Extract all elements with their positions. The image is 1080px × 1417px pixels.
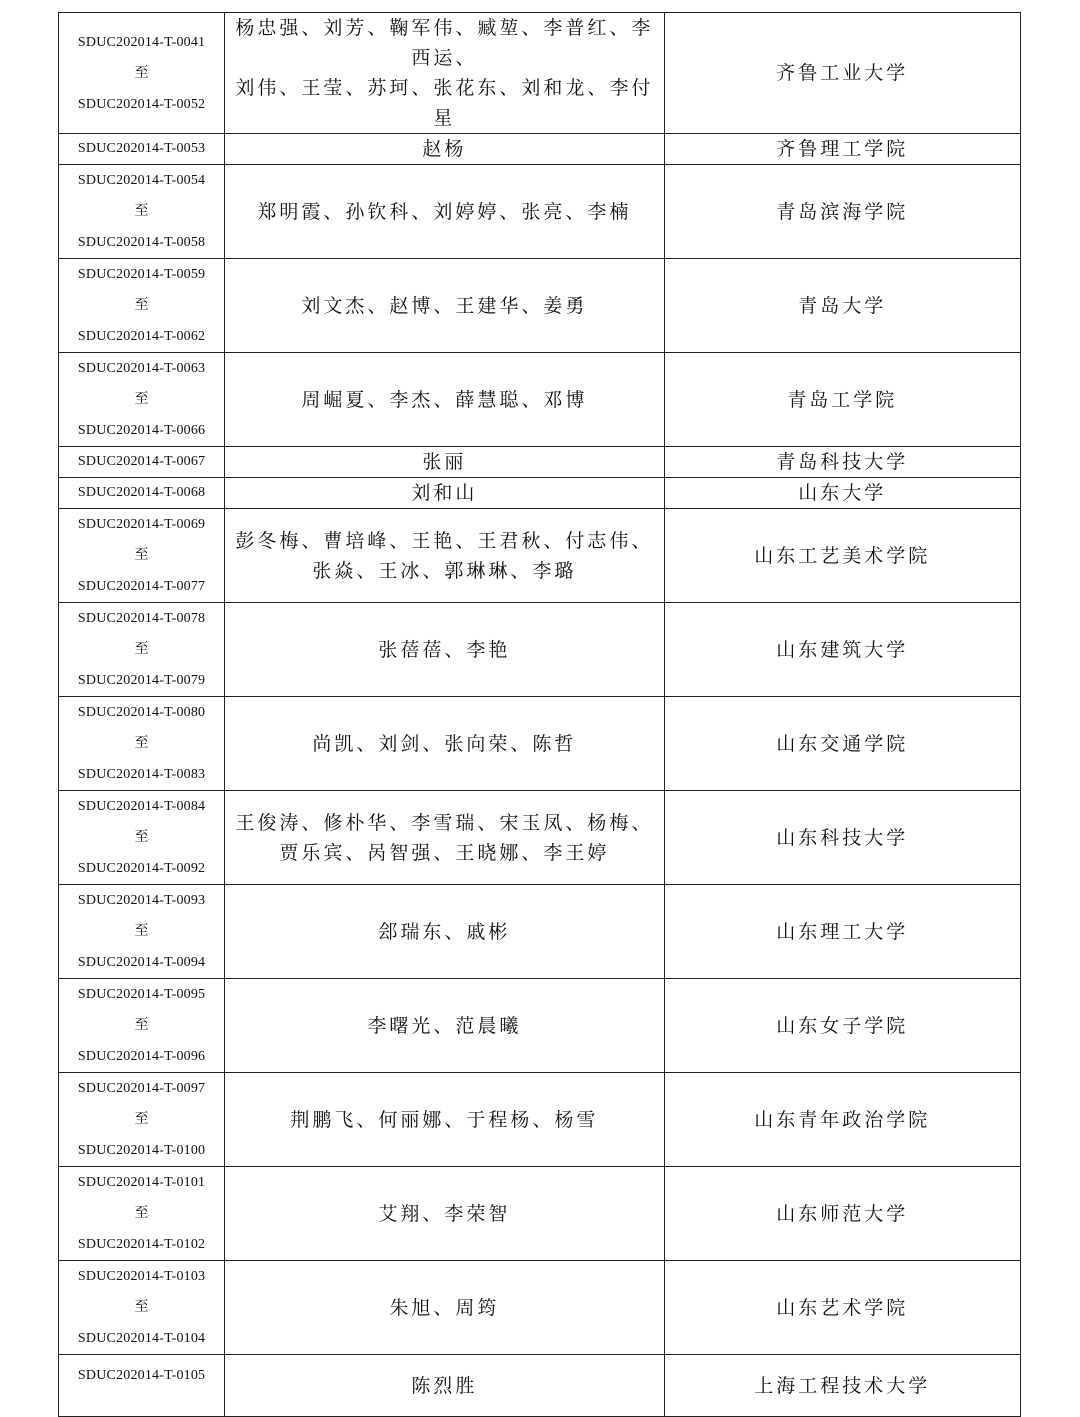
code-cell [59, 509, 225, 603]
code-range-separator: 至 [134, 642, 149, 657]
table-row [59, 697, 1021, 791]
names-cell [225, 134, 664, 165]
table-body [59, 13, 1021, 1417]
names-line: 荆鹏飞、何丽娜、于程杨、杨雪 [290, 1108, 599, 1131]
code-cell [59, 1167, 225, 1261]
code-range-start: SDUC202014-T-0063 [77, 361, 206, 376]
table-row [59, 979, 1021, 1073]
names-cell [225, 603, 664, 697]
names-line: 李曙光、范晨曦 [367, 1014, 522, 1037]
code-range-separator: 至 [134, 1300, 149, 1315]
school-cell: 山东理工大学 [664, 885, 1020, 979]
school-cell: 山东交通学院 [664, 697, 1020, 791]
names-cell [225, 979, 664, 1073]
code-range-start: SDUC202014-T-0059 [77, 267, 206, 282]
names-line: 刘伟、王莹、苏珂、张花东、刘和龙、李付星 [235, 77, 654, 129]
school-cell: 齐鲁理工学院 [664, 134, 1020, 165]
code-range-end: SDUC202014-T-0079 [77, 673, 206, 688]
names-cell [225, 1355, 664, 1417]
code-cell [59, 979, 225, 1073]
code-range-separator: 至 [134, 924, 149, 939]
table-row [59, 603, 1021, 697]
names-line: 张丽 [422, 451, 467, 473]
code-cell [59, 259, 225, 353]
code-single: SDUC202014-T-0067 [77, 454, 206, 469]
school-cell: 山东青年政治学院 [664, 1073, 1020, 1167]
code-cell [59, 603, 225, 697]
names-line: 周崛夏、李杰、薛慧聪、邓博 [301, 388, 588, 411]
names-line: 朱旭、周筠 [389, 1296, 500, 1319]
code-cell [59, 447, 225, 478]
code-range-separator: 至 [134, 204, 149, 219]
table-row [59, 885, 1021, 979]
code-range-start: SDUC202014-T-0069 [77, 517, 206, 532]
names-cell [225, 353, 664, 447]
code-single: SDUC202014-T-0053 [77, 141, 206, 156]
school-cell: 青岛工学院 [664, 353, 1020, 447]
names-cell [225, 697, 664, 791]
school-cell: 青岛科技大学 [664, 447, 1020, 478]
code-cell [59, 165, 225, 259]
code-range-separator: 至 [134, 1206, 149, 1221]
names-line: 赵杨 [422, 138, 467, 160]
code-cell [59, 134, 225, 165]
code-range-end: SDUC202014-T-0102 [77, 1237, 206, 1252]
names-cell [225, 478, 664, 509]
code-range-start: SDUC202014-T-0080 [77, 705, 206, 720]
table-row [59, 13, 1021, 134]
code-range-start: SDUC202014-T-0097 [77, 1081, 206, 1096]
school-cell: 山东女子学院 [664, 979, 1020, 1073]
names-cell [225, 791, 664, 885]
names-cell [225, 259, 664, 353]
names-line: 尚凯、刘剑、张向荣、陈哲 [312, 732, 577, 755]
school-cell: 上海工程技术大学 [664, 1355, 1020, 1417]
table-row [59, 791, 1021, 885]
school-cell: 齐鲁工业大学 [664, 13, 1020, 134]
code-range-start: SDUC202014-T-0103 [77, 1269, 206, 1284]
code-range-start: SDUC202014-T-0101 [77, 1175, 206, 1190]
names-cell [225, 447, 664, 478]
code-cell [59, 1261, 225, 1355]
names-cell [225, 885, 664, 979]
code-range-end: SDUC202014-T-0104 [77, 1331, 206, 1346]
code-range-start: SDUC202014-T-0084 [77, 799, 206, 814]
school-cell: 青岛大学 [664, 259, 1020, 353]
table-row [59, 1261, 1021, 1355]
code-range-separator: 至 [134, 1112, 149, 1127]
table-row [59, 1355, 1021, 1417]
code-range-start: SDUC202014-T-0054 [77, 173, 206, 188]
code-range-separator: 至 [134, 65, 149, 81]
school-cell: 山东大学 [664, 478, 1020, 509]
names-cell [225, 13, 664, 134]
code-range-end: SDUC202014-T-0058 [77, 235, 206, 250]
school-cell: 山东艺术学院 [664, 1261, 1020, 1355]
names-line: 刘文杰、赵博、王建华、姜勇 [301, 294, 588, 317]
school-cell: 山东师范大学 [664, 1167, 1020, 1261]
table-row [59, 134, 1021, 165]
table-row [59, 509, 1021, 603]
code-cell [59, 885, 225, 979]
code-range-separator: 至 [134, 736, 149, 751]
code-range-end: SDUC202014-T-0083 [77, 767, 206, 782]
code-range-end: SDUC202014-T-0100 [77, 1143, 206, 1158]
names-line: 陈烈胜 [411, 1374, 478, 1397]
code-single: SDUC202014-T-0068 [77, 485, 206, 500]
code-range-end: SDUC202014-T-0066 [77, 423, 206, 438]
code-cell [59, 13, 225, 134]
code-range-separator: 至 [134, 1018, 149, 1033]
names-cell [225, 1261, 664, 1355]
table-row [59, 259, 1021, 353]
names-line: 王俊涛、修朴华、李雪瑞、宋玉凤、杨梅、 [235, 811, 654, 834]
code-range-start: SDUC202014-T-0078 [77, 611, 206, 626]
names-line: 艾翔、李荣智 [378, 1202, 511, 1225]
school-cell: 山东科技大学 [664, 791, 1020, 885]
code-range-separator: 至 [134, 298, 149, 313]
table-row [59, 1167, 1021, 1261]
code-range-separator: 至 [134, 830, 149, 845]
table-row [59, 353, 1021, 447]
code-range-start: SDUC202014-T-0095 [77, 987, 206, 1002]
names-cell [225, 165, 664, 259]
code-range-end: SDUC202014-T-0062 [77, 329, 206, 344]
table-row [59, 165, 1021, 259]
table-row [59, 1073, 1021, 1167]
names-line: 贾乐宾、呙智强、王晓娜、李王婷 [279, 841, 610, 864]
code-range-separator: 至 [134, 548, 149, 563]
code-cell [59, 1073, 225, 1167]
names-line: 张蓓蓓、李艳 [378, 638, 511, 661]
names-line: 张焱、王冰、郭琳琳、李璐 [312, 559, 577, 582]
names-cell [225, 509, 664, 603]
code-cell [59, 478, 225, 509]
code-range-start: SDUC202014-T-0093 [77, 893, 206, 908]
code-single: SDUC202014-T-0105 [77, 1368, 206, 1383]
code-range-end: SDUC202014-T-0094 [77, 955, 206, 970]
names-line: 杨忠强、刘芳、鞠军伟、臧堃、李普红、李西运、 [235, 17, 654, 69]
school-cell: 山东工艺美术学院 [664, 509, 1020, 603]
code-range-end: SDUC202014-T-0077 [77, 579, 206, 594]
names-cell [225, 1167, 664, 1261]
school-cell: 山东建筑大学 [664, 603, 1020, 697]
code-cell [59, 697, 225, 791]
code-range-end: SDUC202014-T-0052 [77, 96, 206, 112]
code-range-end: SDUC202014-T-0096 [77, 1049, 206, 1064]
names-line: 彭冬梅、曹培峰、王艳、王君秋、付志伟、 [235, 529, 654, 552]
code-range-end: SDUC202014-T-0092 [77, 861, 206, 876]
code-range-start: SDUC202014-T-0041 [77, 34, 206, 50]
awards-table [58, 12, 1021, 1417]
school-cell: 青岛滨海学院 [664, 165, 1020, 259]
names-line: 刘和山 [411, 482, 478, 504]
code-range-separator: 至 [134, 392, 149, 407]
code-cell [59, 353, 225, 447]
code-cell [59, 1355, 225, 1417]
table-row [59, 447, 1021, 478]
names-cell [225, 1073, 664, 1167]
table-row [59, 478, 1021, 509]
names-line: 郑明霞、孙钦科、刘婷婷、张亮、李楠 [257, 200, 632, 223]
names-line: 郐瑞东、戚彬 [378, 920, 511, 943]
code-cell [59, 791, 225, 885]
